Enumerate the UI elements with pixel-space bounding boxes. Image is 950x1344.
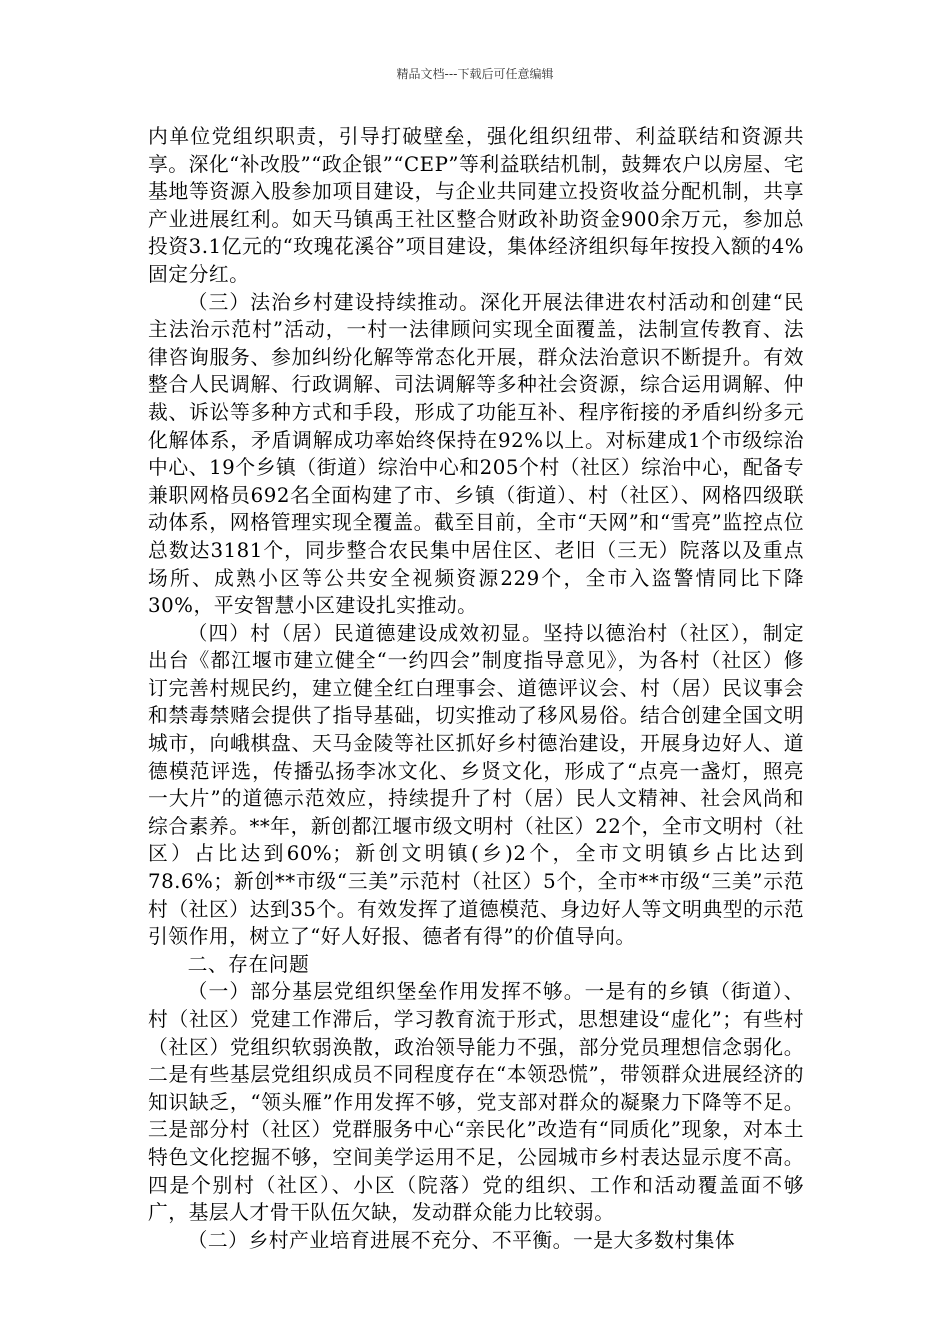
paragraph: （二）乡村产业培育进展不充分、不平衡。一是大多数村集体 [187, 1228, 736, 1252]
paragraph: （四）村（居）民道德建设成效初显。坚持以德治村（社区），制定出台《都江堰市建立健全“一约四会”制度指导意见》，为各村（社区）修订完善村规民约，建立健全红白理事会、道德评议会、村（居）民议事会和禁毒禁赌会提供了指导基础，切实推动了移风易俗。结合创建全国文明城市，向峨棋盘、天马金陵等社区抓好乡村德治建设，开展身边好人、道德模范评选，传播弘扬李冰文化、乡贤文化，形成了“点亮一盏灯，照亮一大片”的道德示范效应，持续提升了村（居）民人文精神、社会风尚和综合素养。**年，新创都江堰市级文明村（社区）22个，全市文明村（社区）占比达到60%；新创文明镇(乡)2个，全市文明镇乡占比达到78.6%；新创**市级“三美”示范村（社区）5个，全市**市级“三美”示范村（社区）达到35个。有效发挥了道德模范、身边好人等文明典型的示范引领作用，树立了“好人好报、德者有得”的价值导向。 [148, 621, 804, 949]
paragraph: （三）法治乡村建设持续推动。深化开展法律进农村活动和创建“民主法治示范村”活动，一村一法律顾问实现全面覆盖，法制宣传教育、法律咨询服务、参加纠纷化解等常态化开展，群众法治意识不断提升。有效整合人民调解、行政调解、司法调解等多种社会资源，综合运用调解、仲裁、诉讼等多种方式和手段，形成了功能互补、程序衔接的矛盾纠纷多元化解体系，矛盾调解成功率始终保持在92%以上。对标建成1个市级综治中心、19个乡镇（街道）综治中心和205个村（社区）综治中心，配备专兼职网格员692名全面构建了市、乡镇（街道）、村（社区）、网格四级联动体系，网格管理实现全覆盖。截至目前，全市“天网”和“雪亮”监控点位总数达3181个，同步整合农民集中居住区、老旧（三无）院落以及重点场所、成熟小区等公共安全视频资源229个，全市入盗警情同比下降30%，平安智慧小区建设扎实推动。 [148, 290, 804, 618]
document-body [148, 123, 804, 1254]
paragraph: 内单位党组织职责，引导打破壁垒，强化组织纽带、利益联结和资源共享。深化“补改股”“政企银”“CEP”等利益联结机制，鼓舞农户以房屋、宅基地等资源入股参加项目建设，与企业共同建立投资收益分配机制，共享产业进展红利。如天马镇禹王社区整合财政补助资金900余万元，参加总投资3.1亿元的“玫瑰花溪谷”项目建设，集体经济组织每年按投入额的4%固定分红。 [148, 125, 804, 286]
section-heading: 二、存在问题 [187, 952, 310, 976]
paragraph: （一）部分基层党组织堡垒作用发挥不够。一是有的乡镇（街道）、村（社区）党建工作滞后，学习教育流于形式，思想建设“虚化”；有些村（社区）党组织软弱涣散，政治领导能力不强，部分党员理想信念弱化。二是有些基层党组织成员不同程度存在“本领恐慌”，带领群众进展经济的知识缺乏，“领头雁”作用发挥不够，党支部对群众的凝聚力下降等不足。三是部分村（社区）党群服务中心“亲民化”改造有“同质化”现象，对本土特色文化挖掘不够，空间美学运用不足，公园城市乡村表达显示度不高。四是个别村（社区）、小区（院落）党的组织、工作和活动覆盖面不够广，基层人才骨干队伍欠缺，发动群众能力比较弱。 [148, 980, 804, 1225]
page-header: 精品文档---下载后可任意编辑 [396, 67, 554, 81]
